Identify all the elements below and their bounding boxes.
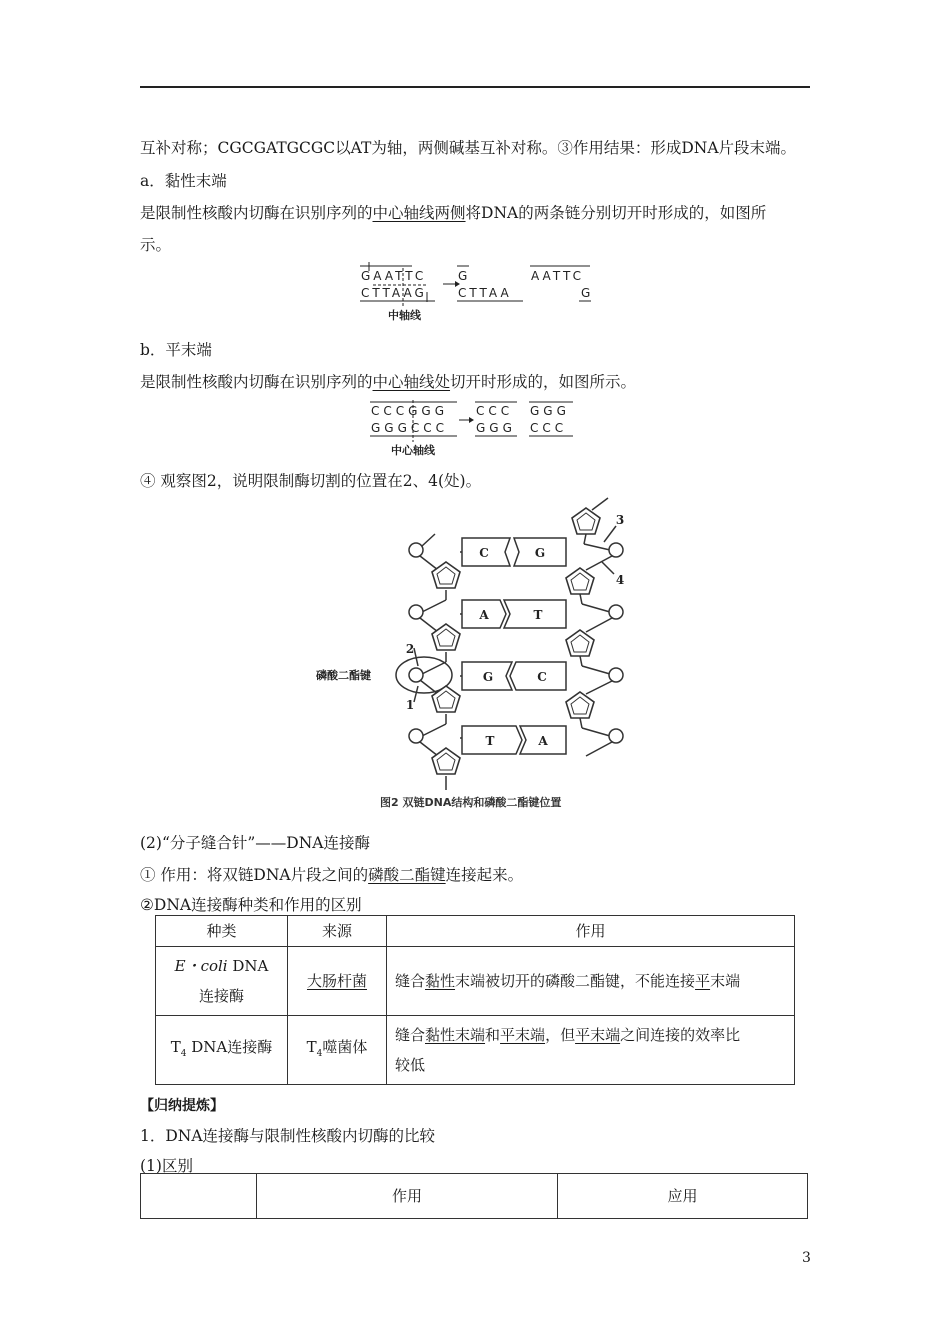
sticky-top-left: GAATTC <box>361 269 427 283</box>
header-effect: 作用 <box>387 916 795 947</box>
table-header-row <box>156 916 795 947</box>
sticky-bottom-mid: CTTAA <box>458 286 512 300</box>
cell-effect: 缝合黏性末端和平末端，但平末端之间连接的效率比 较低 <box>387 1016 795 1085</box>
text-line: ②DNA连接酶种类和作用的区别 <box>140 896 362 914</box>
text-line: 示。 <box>140 236 172 254</box>
text-line: ④ 观察图2，说明限制酶切割的位置在2、4(处)。 <box>140 472 482 490</box>
table-header-row <box>141 1174 808 1219</box>
sticky-bottom-right: G <box>581 286 591 300</box>
text-line: (1)区别 <box>140 1157 193 1175</box>
base-2-right: T <box>533 608 543 622</box>
underlined-term: 中心轴线两侧 <box>372 204 466 222</box>
sticky-top-right: AATTC <box>531 269 584 283</box>
header-application: 应用 <box>558 1174 808 1219</box>
blunt-bottom-left: GGGCCC <box>371 421 449 435</box>
phosphodiester-bond-label: 磷酸二酯键 <box>316 669 371 682</box>
sticky-top-mid: G <box>458 269 468 283</box>
base-3-right: C <box>537 670 547 684</box>
blunt-top-mid: CCC <box>476 404 514 418</box>
section-a-heading: a．黏性末端 <box>140 172 227 190</box>
page-number: 3 <box>802 1250 811 1266</box>
cell-effect: 缝合黏性末端被切开的磷酸二酯键，不能连接平末端 <box>387 947 795 1016</box>
text-line: (2)“分子缝合针”——DNA连接酶 <box>140 834 370 852</box>
header-effect: 作用 <box>257 1174 558 1219</box>
base-4-left: T <box>485 734 495 748</box>
text-line: ① 作用：将双链DNA片段之间的磷酸二酯键连接起来。 <box>140 866 524 884</box>
underlined-term: 磷酸二酯键 <box>368 866 446 884</box>
base-4-right: A <box>538 734 548 748</box>
blunt-end-diagram <box>365 395 585 460</box>
text-line: 互补对称；CGCGATGCGC以AT为轴，两侧碱基互补对称。③作用结果：形成DNA片段末端。 <box>140 139 797 157</box>
ligase-comparison-table <box>155 915 795 1085</box>
blunt-axis-label: 中心轴线 <box>391 444 435 457</box>
blunt-top-right: GGG <box>530 404 570 418</box>
figure-caption: 图2 双链DNA结构和磷酸二酯键位置 <box>380 796 562 809</box>
blunt-top-left: CCCGGG <box>371 404 449 418</box>
header-kind: 种类 <box>156 916 288 947</box>
header-rule <box>140 86 810 88</box>
cell-source: 大肠杆菌 <box>288 947 387 1016</box>
dna-structure-figure <box>300 490 660 820</box>
cell-source: $T_4$噬菌体 <box>288 1016 387 1085</box>
cell-kind: $T_4$ DNA连接酶 <box>156 1016 288 1085</box>
table-row <box>156 947 795 1016</box>
underlined-term: 中心轴线处 <box>372 373 451 391</box>
header-empty <box>141 1174 257 1219</box>
base-3-left: G <box>482 670 494 684</box>
cell-kind: E・coli DNA 连接酶 <box>156 947 288 1016</box>
blunt-bottom-mid: GGG <box>476 421 516 435</box>
comparison-table <box>140 1173 808 1219</box>
base-1-right: G <box>534 546 546 560</box>
base-2-left: A <box>479 608 489 622</box>
sticky-end-diagram <box>355 258 605 328</box>
text-line: 是限制性核酸内切酶在识别序列的中心轴线两侧将DNA的两条链分别切开时形成的，如图所 <box>140 204 767 222</box>
marker-4: 4 <box>615 573 625 587</box>
sticky-bottom-left: CTTAAG <box>361 286 427 300</box>
header-source: 来源 <box>288 916 387 947</box>
section-b-heading: b．平末端 <box>140 341 212 359</box>
base-1-left: C <box>479 546 489 560</box>
marker-2: 2 <box>405 642 415 656</box>
marker-1: 1 <box>405 698 415 712</box>
table-row <box>156 1016 795 1085</box>
summary-heading: 【归纳提炼】 <box>140 1098 224 1114</box>
blunt-bottom-right: CCC <box>530 421 568 435</box>
text-line: 是限制性核酸内切酶在识别序列的中心轴线处切开时形成的，如图所示。 <box>140 373 637 391</box>
text-line: 1．DNA连接酶与限制性核酸内切酶的比较 <box>140 1127 436 1145</box>
marker-3: 3 <box>615 513 625 527</box>
sticky-axis-label: 中轴线 <box>388 309 421 322</box>
